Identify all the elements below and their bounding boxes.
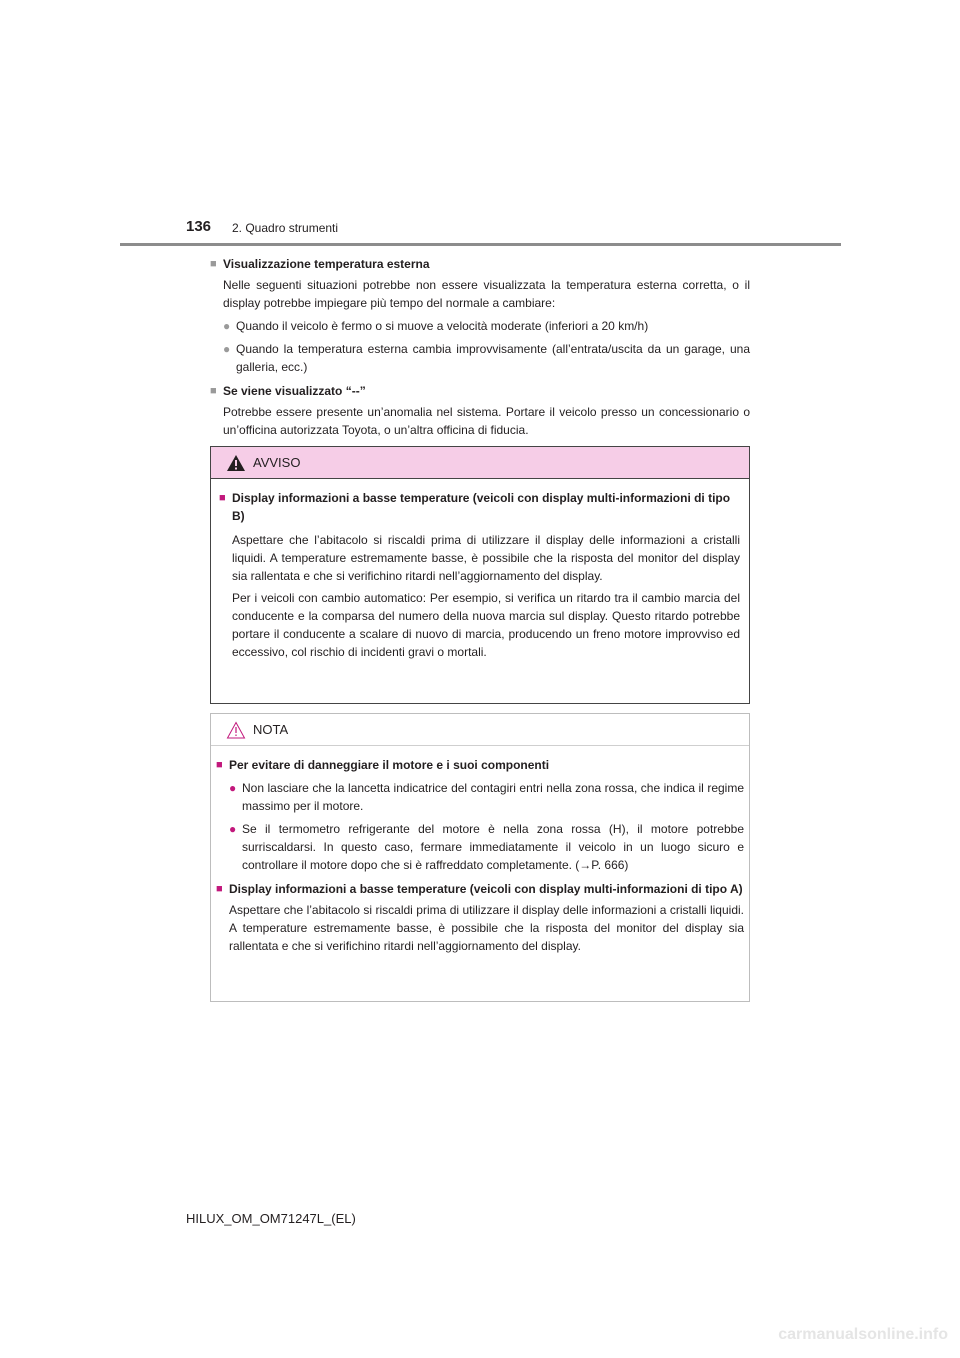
warning-triangle-icon [226,454,246,472]
warning-paragraph: Per i veicoli con cambio automatico: Per esempio, si verifica un ritardo tra il cambio marcia del conducente e la comparsa del numero della nuova marcia sul display. Questo ritardo potrebbe portare il conducente a scalare di nuovo di marcia, producendo un freno motore improvviso ed eccessivo, col rischio di incidenti gravi o mortali. [232,591,740,659]
warning-title: AVVISO [253,455,301,470]
circle-bullet-icon: ● [223,319,231,333]
section-heading-text: Visualizzazione temperatura esterna [223,257,430,271]
header-rule [120,243,841,246]
list-item [210,340,750,376]
circle-bullet-icon: ● [223,342,231,356]
section-heading [210,255,750,273]
note-title: NOTA [253,722,289,737]
footer-watermark: carmanualsonline.info [778,1326,948,1343]
note-heading-text: Display informazioni a basse temperature (veicoli con display multi-informazioni di tipo A) [229,882,743,896]
list-item-text: Non lasciare che la lancetta indicatrice del contagiri entri nella zona rossa, che indica il regime massimo per il motore. [242,781,744,813]
page-number: 136 [186,218,212,235]
list-item-text: Quando il veicolo è fermo o si muove a velocità moderate (inferiori a 20 km/h) [236,319,649,333]
section-heading [210,382,750,400]
warning-body [211,479,749,661]
note-heading [216,880,744,898]
list-item [216,779,744,815]
list-item-text: Se il termometro refrigerante del motore è nella zona rossa (H), il motore potrebbe surriscaldarsi. In questo caso, fermare immediatamente il veicolo in un luogo sicuro e controllare il motore dopo che si è raffreddato completamente. (→P. 666) [242,822,744,872]
chapter-title: 2. Quadro strumenti [232,221,339,235]
note-heading [216,756,744,774]
circle-bullet-icon: ● [229,781,237,795]
square-bullet-icon: ■ [210,258,217,270]
main-content [210,255,750,443]
note-box [210,713,750,1002]
circle-bullet-icon: ● [229,822,237,836]
note-body [211,746,749,955]
square-bullet-icon: ■ [219,492,226,504]
square-bullet-icon: ■ [216,883,223,895]
section-paragraph: Nelle seguenti situazioni potrebbe non essere visualizzata la temperatura esterna corretta, o il display potrebbe impiegare più tempo del normale a cambiare: [223,278,750,310]
section-heading-text: Se viene visualizzato “--” [223,384,366,398]
warning-heading [219,489,740,525]
footer-code: HILUX_OM_OM71247L_(EL) [186,1211,356,1226]
list-item [216,820,744,874]
note-heading-text: Per evitare di danneggiare il motore e i suoi componenti [229,758,550,772]
list-item [210,317,750,335]
square-bullet-icon: ■ [216,759,223,771]
caution-outline-triangle-icon [226,721,246,739]
square-bullet-icon: ■ [210,385,217,397]
warning-heading-text: Display informazioni a basse temperature (veicoli con display multi-informazioni di tipo B) [232,491,731,523]
note-header [211,714,749,746]
note-paragraph: Aspettare che l’abitacolo si riscaldi prima di utilizzare il display delle informazioni a cristalli liquidi. A temperature estremamente basse, è possibile che la risposta del monitor del display sia rallentata e che si verifichino ritardi nell’aggiornamento del display. [229,903,744,953]
list-item-text: Quando la temperatura esterna cambia improvvisamente (all’entrata/uscita da un garage, una galleria, ecc.) [236,342,750,374]
section-paragraph: Potrebbe essere presente un’anomalia nel sistema. Portare il veicolo presso un concessionario o un’officina autorizzata Toyota, o un’altra officina di fiducia. [223,405,750,437]
warning-box [210,446,750,704]
warning-header [211,447,749,479]
warning-paragraph: Aspettare che l’abitacolo si riscaldi prima di utilizzare il display delle informazioni a cristalli liquidi. A temperature estremamente basse, è possibile che la risposta del monitor del display sia rallentata e che si verifichino ritardi nell’aggiornamento del display. [232,533,740,583]
